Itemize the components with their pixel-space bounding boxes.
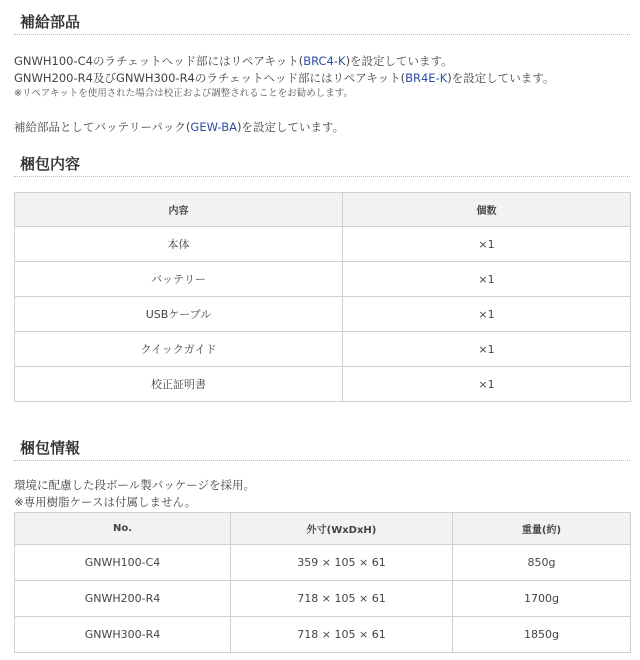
packing-size: 359 × 105 × 61 [231, 545, 453, 581]
packing-size: 718 × 105 × 61 [231, 617, 453, 653]
packing-info-heading: 梱包情報 [14, 438, 630, 461]
contents-item: クイックガイド [15, 332, 343, 367]
table-row [15, 367, 631, 402]
table-row [15, 262, 631, 297]
battery-pack-gewba-link[interactable]: GEW-BA [190, 120, 238, 134]
contents-item: 校正証明書 [15, 367, 343, 402]
packing-header-no: No. [15, 513, 231, 545]
table-row [15, 332, 631, 367]
table-row [15, 227, 631, 262]
table-row [15, 545, 631, 581]
table-row [15, 617, 631, 653]
contents-header-qty: 個数 [343, 193, 631, 227]
contents-qty: ×1 [343, 262, 631, 297]
package-contents-table [14, 192, 631, 402]
packing-info-body [14, 477, 630, 511]
supply-parts-section [14, 12, 630, 35]
supply-line-1-text: GNWH100-C4のラチェットヘッド部にはリペアキット( [14, 54, 304, 68]
supply-line-2-end: )を設定しています。 [447, 71, 555, 85]
supply-line-2-text: GNWH200-R4及びGNWH300-R4のラチェットヘッド部にはリペアキット( [14, 71, 406, 85]
packing-info-table [14, 512, 631, 653]
supply-parts-body [14, 53, 630, 101]
table-row [15, 581, 631, 617]
packing-text-2: ※専用樹脂ケースは付属しません。 [14, 495, 197, 509]
supply-line-3-text: 補給部品としてバッテリーパック( [14, 120, 191, 134]
packing-weight: 850g [453, 545, 631, 581]
packing-info-section [14, 438, 630, 461]
supply-parts-heading: 補給部品 [14, 12, 630, 35]
package-contents-heading: 梱包内容 [14, 154, 630, 177]
supply-line-3-end: )を設定しています。 [237, 120, 345, 134]
supply-line-3 [14, 119, 630, 136]
repair-kit-br4ek-link[interactable]: BR4E-K [405, 71, 448, 85]
packing-header-weight: 重量(約) [453, 513, 631, 545]
contents-qty: ×1 [343, 297, 631, 332]
supply-line-2 [14, 70, 630, 87]
packing-text-1: 環境に配慮した段ボール製パッケージを採用。 [14, 478, 256, 492]
table-row [15, 297, 631, 332]
contents-item: USBケーブル [15, 297, 343, 332]
packing-header-row [15, 513, 631, 545]
packing-weight: 1850g [453, 617, 631, 653]
contents-header-row [15, 193, 631, 227]
packing-weight: 1700g [453, 581, 631, 617]
contents-item: バッテリー [15, 262, 343, 297]
contents-qty: ×1 [343, 367, 631, 402]
packing-model: GNWH100-C4 [15, 545, 231, 581]
packing-header-size: 外寸(WxDxH) [231, 513, 453, 545]
package-contents-section [14, 154, 630, 177]
contents-qty: ×1 [343, 227, 631, 262]
repair-kit-brc4k-link[interactable]: BRC4-K [303, 54, 346, 68]
supply-note: ※リペアキットを使用された場合は校正および調整されることをお勧めします。 [14, 88, 353, 99]
packing-model: GNWH200-R4 [15, 581, 231, 617]
supply-line-1-end: )を設定しています。 [345, 54, 453, 68]
contents-qty: ×1 [343, 332, 631, 367]
supply-battery-line [14, 119, 630, 136]
packing-model: GNWH300-R4 [15, 617, 231, 653]
contents-header-item: 内容 [15, 193, 343, 227]
contents-item: 本体 [15, 227, 343, 262]
packing-size: 718 × 105 × 61 [231, 581, 453, 617]
supply-line-1 [14, 53, 630, 70]
